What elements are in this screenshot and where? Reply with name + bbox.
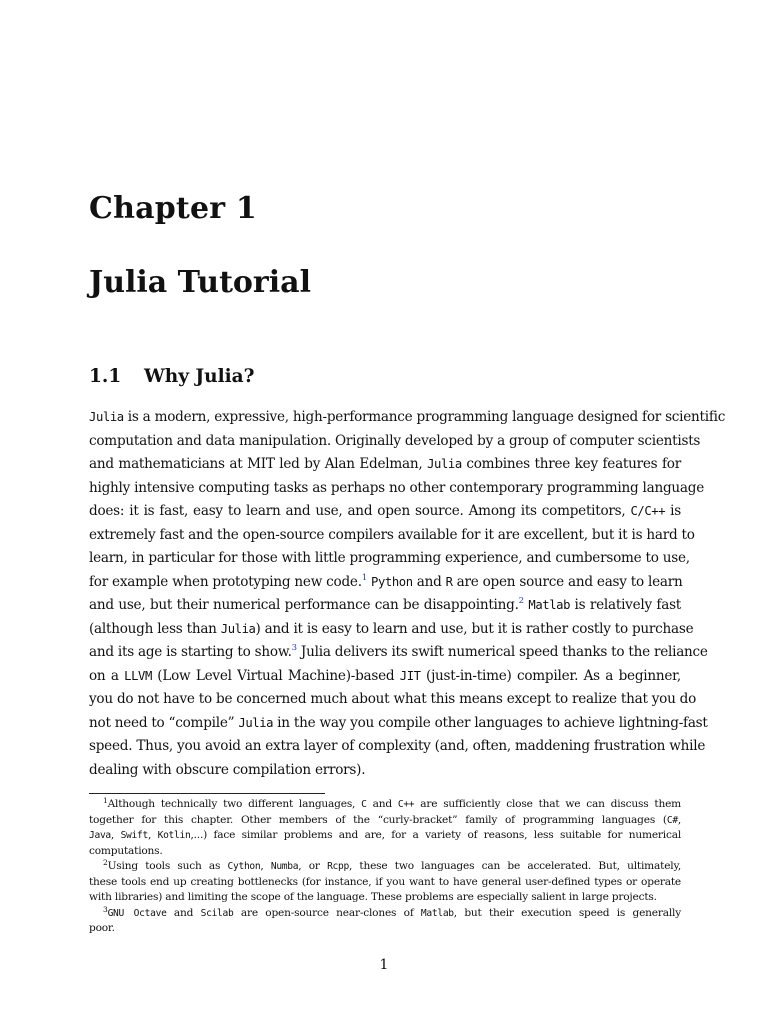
section-number: 1.1 <box>89 366 122 387</box>
body-line <box>89 477 705 501</box>
footnote-mark: 3 <box>103 904 108 914</box>
inline-code: C# <box>666 814 678 826</box>
text-run: speed. Thus, you avoid an extra layer of complexity (and, often, maddening frustration while <box>89 738 706 754</box>
text-run: ) and it is easy to learn and use, but it is rather costly to purchase <box>255 620 694 637</box>
body-line <box>89 618 694 642</box>
inline-code: C <box>361 799 367 810</box>
chapter-title: Julia Tutorial <box>89 265 311 300</box>
text-run: is a modern, expressive, high-performance programming language designed for scientific <box>123 409 726 425</box>
inline-code: LLVM <box>124 668 152 683</box>
text-run: , or <box>298 860 328 872</box>
footnote-line <box>89 906 681 922</box>
text-run: extremely fast and the open-source compilers available for it are excellent, but it is hard to <box>89 526 695 543</box>
text-run: and its age is starting to show. <box>89 644 292 660</box>
chapter-label: Chapter 1 <box>89 191 257 226</box>
text-run: is relatively fast <box>570 597 682 613</box>
text-run: Julia delivers its swift numerical speed thanks to the reliance <box>296 644 708 660</box>
text-run: are sufficiently close that we can discuss them <box>414 798 682 810</box>
text-run: computation and data manipulation. Originally developed by a group of computer scientists <box>89 432 701 449</box>
inline-code: GNU Octave <box>107 907 167 919</box>
inline-code: Julia <box>238 715 274 730</box>
text-run: is <box>665 503 681 519</box>
text-run: poor. <box>89 922 115 934</box>
text-run: highly intensive computing tasks as perhaps no other contemporary programming language <box>89 479 705 496</box>
text-run: does: it is fast, easy to learn and use, and open source. Among its competitors, <box>89 503 631 519</box>
text-run: (Low Level Virtual Machine)-based <box>151 667 400 684</box>
text-run: are open-source near-clones of <box>233 906 421 919</box>
footnote-rule <box>89 793 325 794</box>
text-run: and <box>366 798 398 810</box>
body-line <box>89 430 701 454</box>
inline-code: Matlab <box>420 907 454 919</box>
inline-code: Scilab <box>200 907 234 919</box>
body-line <box>89 594 681 618</box>
footnote-line <box>89 844 681 860</box>
inline-code: Kotlin <box>157 830 191 841</box>
text-run: you do not have to be concerned much about what this means except to realize that you do <box>89 691 697 707</box>
inline-code: C++ <box>397 799 415 810</box>
footnote-mark: 1 <box>103 796 108 805</box>
text-run: , but their execution speed is generally <box>453 906 682 919</box>
body-line <box>89 571 681 595</box>
footnote-ref-link[interactable]: 1 <box>361 572 367 583</box>
footnote-mark: 2 <box>103 858 108 867</box>
inline-code: Numba <box>270 861 299 872</box>
inline-code: Matlab <box>528 598 570 612</box>
text-run: and use, but their numerical performance can be disappointing. <box>89 597 519 613</box>
text-run: , <box>147 829 158 841</box>
footnote-line <box>89 797 681 813</box>
body-line <box>89 641 708 665</box>
text-run: and <box>166 906 201 919</box>
inline-code: Julia <box>89 410 124 424</box>
text-run: combines three key features for <box>461 456 681 472</box>
inline-code: Julia <box>427 457 462 471</box>
inline-code: C/C++ <box>630 504 666 518</box>
footnote-ref-link[interactable]: 2 <box>518 596 524 606</box>
text-run: with libraries) and limiting the scope of the language. These problems are especially salient in large projects. <box>89 891 657 903</box>
text-run: , <box>260 860 271 872</box>
text-run: computations. <box>89 844 163 857</box>
body-line <box>89 453 681 477</box>
page-number: 1 <box>379 957 389 973</box>
body-line <box>89 547 690 571</box>
inline-code: Julia <box>220 621 256 636</box>
text-run: these tools end up creating bottlenecks (for instance, if you want to have general user-defined types or operate <box>89 875 681 888</box>
text-run: Using tools such as <box>107 860 228 872</box>
text-run: , <box>110 829 121 841</box>
text-run: for example when prototyping new code. <box>89 573 362 590</box>
text-run: (although less than <box>89 620 221 637</box>
text-run: and mathematicians at MIT led by Alan Edelman, <box>89 456 428 472</box>
footnote-ref-link[interactable]: 3 <box>291 643 297 653</box>
inline-code: R <box>445 574 453 589</box>
footnote-line <box>89 890 681 906</box>
text-run: are open source and easy to learn <box>452 573 683 590</box>
footnote-line <box>89 921 681 937</box>
text-run: together for this chapter. Other members of the “curly-bracket” family of programming languages ( <box>89 813 667 826</box>
footnote-line <box>89 813 681 829</box>
footnote-line <box>89 828 681 844</box>
inline-code: Cython <box>227 861 261 872</box>
section-title: Why Julia? <box>144 366 255 387</box>
body-line <box>89 406 726 430</box>
body-line <box>89 500 681 524</box>
body-line <box>89 688 697 712</box>
text-run: and <box>412 573 446 590</box>
footnotes <box>89 797 681 937</box>
inline-code: Swift <box>120 830 148 841</box>
body-line <box>89 759 681 783</box>
text-run: , <box>677 813 681 826</box>
text-run: in the way you compile other languages to achieve lightning-fast <box>273 714 708 731</box>
text-run: not need to “compile” <box>89 714 239 731</box>
text-run: ,...) face similar problems and are, for a variety of reasons, less suitable for numerical <box>190 829 682 841</box>
text-run: Although technically two different languages, <box>107 798 362 810</box>
body-line <box>89 735 706 759</box>
body-line <box>89 524 695 548</box>
footnote-line <box>89 875 681 891</box>
text-run: , these two languages can be accelerated. But, ultimately, <box>348 860 681 872</box>
inline-code: JIT <box>399 668 421 683</box>
section-heading <box>89 366 255 387</box>
inline-code: Java <box>89 830 111 841</box>
body-line <box>89 665 681 689</box>
body-line <box>89 712 708 736</box>
inline-code: Rcpp <box>327 861 349 872</box>
text-run: learn, in particular for those with little programming experience, and cumbersome to use, <box>89 550 690 566</box>
text-run: (just-in-time) compiler. As a beginner, <box>420 667 681 684</box>
text-run: dealing with obscure compilation errors). <box>89 761 366 778</box>
inline-code: Python <box>371 574 413 589</box>
text-run: on a <box>89 667 125 684</box>
footnote-line <box>89 859 681 875</box>
body-paragraph <box>89 406 726 782</box>
